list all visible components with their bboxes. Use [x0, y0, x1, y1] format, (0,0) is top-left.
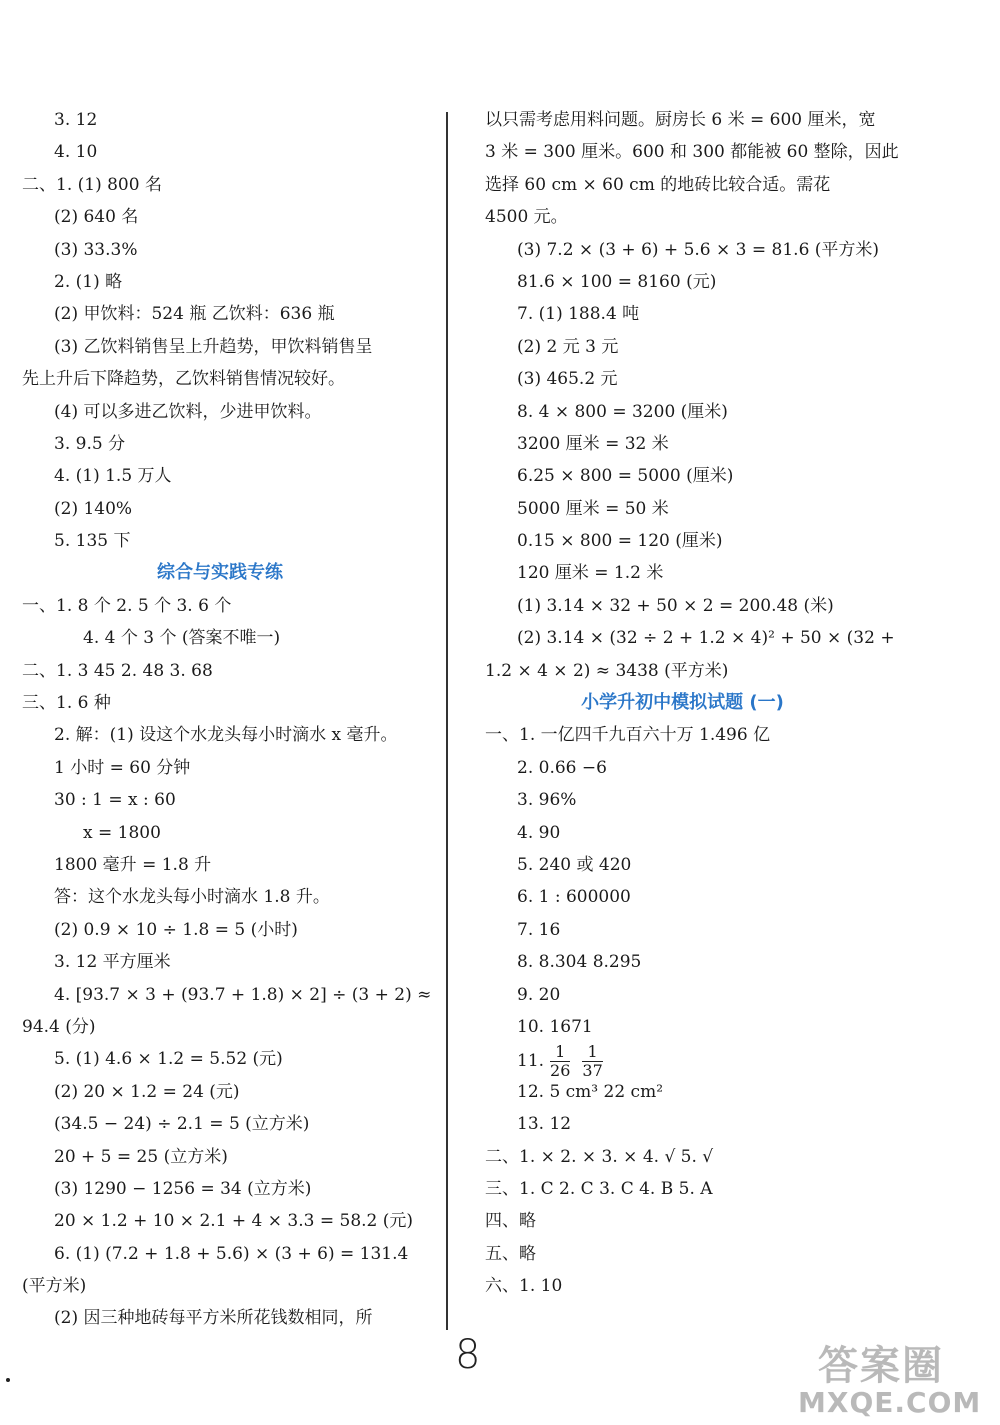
answer-text: 小学升初中模拟试题 (一) — [581, 692, 784, 714]
answer-text: 10. 1671 — [517, 1016, 593, 1037]
answer-line — [485, 428, 880, 460]
fraction — [582, 1043, 602, 1080]
answer-line — [22, 1141, 418, 1173]
answer-line — [22, 104, 418, 136]
answer-line — [22, 590, 418, 622]
answer-line — [485, 1173, 880, 1205]
answer-text: 94.4 (分) — [22, 1016, 96, 1037]
answer-line — [22, 331, 418, 363]
answer-line — [22, 946, 418, 978]
answer-text: (2) 640 名 — [54, 207, 139, 228]
answer-text: (1) 3.14 × 32 + 50 × 2 = 200.48 (米) — [517, 595, 834, 616]
answer-text: (2) 0.9 × 10 ÷ 1.8 = 5 (小时) — [54, 919, 298, 940]
watermark-logo — [798, 1330, 998, 1425]
answer-text: 六、1. 10 — [485, 1276, 563, 1297]
answer-line — [485, 784, 880, 816]
answer-line — [485, 719, 880, 751]
answer-line — [485, 946, 880, 978]
answer-text: 4500 元。 — [485, 207, 568, 228]
fraction — [550, 1043, 570, 1080]
answer-text: 3. 12 平方厘米 — [54, 952, 171, 973]
watermark-top-text: 答案圈 — [818, 1343, 944, 1389]
answer-line — [22, 396, 418, 428]
fraction-numerator: 1 — [582, 1043, 602, 1062]
answer-text: 6. (1) (7.2 + 1.8 + 5.6) × (3 + 6) = 131.4 — [54, 1243, 409, 1264]
answer-text: 先上升后下降趋势，乙饮料销售情况较好。 — [22, 369, 345, 390]
answer-line — [22, 136, 418, 168]
section-heading — [485, 687, 880, 719]
answer-line — [485, 201, 880, 233]
answer-text: 3. 9.5 分 — [54, 433, 126, 454]
answer-text: 三、1. 6 种 — [22, 693, 111, 714]
answer-line — [485, 979, 880, 1011]
answer-text: 答：这个水龙头每小时滴水 1.8 升。 — [54, 887, 330, 908]
answer-line — [22, 363, 418, 395]
answer-line — [22, 752, 418, 784]
answer-line — [485, 1238, 880, 1270]
answer-text: (4) 可以多进乙饮料，少进甲饮料。 — [54, 401, 322, 422]
answer-text: 6.25 × 800 = 5000 (厘米) — [517, 466, 734, 487]
answer-text: (2) 甲饮料：524 瓶 乙饮料：636 瓶 — [54, 304, 335, 325]
answer-text: x = 1800 — [83, 822, 161, 843]
answer-line — [22, 979, 432, 1011]
fraction-numerator: 1 — [550, 1043, 570, 1062]
answer-line — [22, 1205, 418, 1237]
answer-text: 四、略 — [485, 1211, 536, 1232]
answer-line — [485, 817, 880, 849]
answer-line — [485, 1042, 880, 1081]
answer-text: 1800 毫升 = 1.8 升 — [54, 854, 212, 875]
answer-text: 一、1. 一亿四千九百六十万 1.496 亿 — [485, 725, 771, 746]
answer-line — [485, 590, 880, 622]
answer-text: 2. 0.66 −6 — [517, 757, 607, 778]
answer-text: 3 米 = 300 厘米。600 和 300 都能被 60 整除，因此 — [485, 142, 899, 163]
answer-line — [485, 136, 899, 168]
answer-text: 4. [93.7 × 3 + (93.7 + 1.8) × 2] ÷ (3 + 2) ≈ — [54, 984, 432, 1005]
answer-line — [485, 1076, 880, 1108]
answer-text: 13. 12 — [517, 1114, 572, 1135]
answer-text: 7. (1) 188.4 吨 — [517, 304, 640, 325]
answer-line — [485, 460, 880, 492]
answer-line — [22, 687, 418, 719]
answer-line — [485, 525, 880, 557]
answer-line — [485, 1270, 880, 1302]
answer-line — [485, 881, 880, 913]
answer-line — [485, 849, 880, 881]
answer-text: (2) 20 × 1.2 = 24 (元) — [54, 1081, 240, 1102]
answer-text: 4. 10 — [54, 142, 98, 163]
answer-line — [22, 201, 418, 233]
answer-text: (3) 465.2 元 — [517, 369, 618, 390]
column-divider — [446, 112, 448, 1330]
answer-line — [22, 493, 418, 525]
answer-line — [485, 622, 895, 654]
answer-text: 一、1. 8 个 2. 5 个 3. 6 个 — [22, 595, 232, 616]
answer-line — [22, 460, 418, 492]
answer-line — [485, 363, 880, 395]
answer-line — [22, 719, 418, 751]
answer-text: 12. 5 cm³ 22 cm² — [517, 1081, 664, 1102]
answer-text: 3200 厘米 = 32 米 — [517, 433, 669, 454]
answer-text: (3) 乙饮料销售呈上升趋势，甲饮料销售呈 — [54, 336, 373, 357]
answer-text: 7. 16 — [517, 919, 561, 940]
answer-text: 1 小时 = 60 分钟 — [54, 757, 191, 778]
answer-line — [22, 655, 418, 687]
answer-line — [485, 1108, 880, 1140]
answer-line — [22, 266, 418, 298]
answer-text: 选择 60 cm × 60 cm 的地砖比较合适。需花 — [485, 174, 831, 195]
answer-line — [22, 525, 418, 557]
answer-line — [485, 655, 880, 687]
answer-text: 3. 96% — [517, 790, 577, 811]
answer-line — [22, 817, 418, 849]
answer-text: 二、1. 3 45 2. 48 3. 68 — [22, 660, 213, 681]
answer-line — [485, 104, 880, 136]
answer-line — [22, 849, 418, 881]
answer-line — [485, 1141, 880, 1173]
answer-line — [22, 428, 418, 460]
answer-text: 8. 8.304 8.295 — [517, 952, 642, 973]
answer-text: (2) 140% — [54, 498, 133, 519]
answer-text: (3) 1290 − 1256 = 34 (立方米) — [54, 1178, 312, 1199]
answer-line — [485, 1205, 880, 1237]
answer-text: 三、1. C 2. C 3. C 4. B 5. A — [485, 1178, 713, 1199]
answer-line — [22, 914, 418, 946]
answer-text: 5. (1) 4.6 × 1.2 = 5.52 (元) — [54, 1049, 283, 1070]
answer-text: 二、1. × 2. × 3. × 4. √ 5. √ — [485, 1146, 714, 1167]
answer-text: (2) 因三种地砖每平方米所花钱数相同，所 — [54, 1308, 373, 1329]
answer-line — [22, 1043, 418, 1075]
answer-text: 8. 4 × 800 = 3200 (厘米) — [517, 401, 728, 422]
answer-text: 120 厘米 = 1.2 米 — [517, 563, 664, 584]
answer-line — [485, 266, 880, 298]
answer-text: (2) 3.14 × (32 ÷ 2 + 1.2 × 4)² + 50 × (32 + — [517, 628, 895, 649]
answer-line — [22, 622, 418, 654]
answer-text: 综合与实践专练 — [157, 562, 283, 584]
answer-text: 以只需考虑用料问题。厨房长 6 米 = 600 厘米，宽 — [485, 110, 876, 130]
answer-text: (平方米) — [22, 1276, 87, 1297]
scan-dot — [6, 1378, 10, 1382]
answer-text: 6. 1 : 600000 — [517, 887, 631, 908]
answer-text: (2) 2 元 3 元 — [517, 336, 619, 357]
answer-text: 1.2 × 4 × 2) ≈ 3438 (平方米) — [485, 660, 729, 681]
answer-line — [22, 1302, 418, 1334]
answer-line — [22, 784, 418, 816]
answer-text: 二、1. (1) 800 名 — [22, 174, 162, 195]
answer-text: 2. (1) 略 — [54, 271, 123, 292]
answer-text: 20 + 5 = 25 (立方米) — [54, 1146, 228, 1167]
answer-text: 9. 20 — [517, 984, 561, 1005]
answer-text: 3. 12 — [54, 110, 98, 130]
answer-text: 2. 解：(1) 设这个水龙头每小时滴水 x 毫升。 — [54, 725, 398, 746]
answer-line — [22, 298, 418, 330]
section-heading — [22, 557, 418, 589]
answer-text: 11. — [517, 1051, 545, 1072]
answer-text: 5000 厘米 = 50 米 — [517, 498, 669, 519]
answer-text: 5. 240 或 420 — [517, 854, 632, 875]
answer-line — [485, 914, 880, 946]
answer-text: 81.6 × 100 = 8160 (元) — [517, 271, 717, 292]
answer-line — [22, 169, 418, 201]
answer-line — [485, 331, 880, 363]
answer-text: 4. 4 个 3 个 (答案不唯一) — [83, 628, 281, 649]
answer-line — [22, 1270, 418, 1302]
answer-line — [22, 234, 418, 266]
answer-text: 30 : 1 = x : 60 — [54, 790, 176, 811]
right-column — [485, 104, 899, 1302]
answer-line — [22, 1108, 418, 1140]
answer-text: (34.5 − 24) ÷ 2.1 = 5 (立方米) — [54, 1114, 310, 1135]
fraction-denominator: 26 — [550, 1061, 571, 1081]
answer-line — [22, 1173, 418, 1205]
fraction-denominator: 37 — [582, 1061, 603, 1081]
left-column — [22, 104, 432, 1335]
answer-line — [485, 557, 880, 589]
answer-text: 五、略 — [485, 1243, 536, 1264]
answer-text: 5. 135 下 — [54, 531, 131, 552]
answer-text: 0.15 × 800 = 120 (厘米) — [517, 531, 723, 552]
answer-line — [485, 752, 880, 784]
answer-line — [485, 493, 880, 525]
answer-line — [22, 1076, 418, 1108]
answer-line — [22, 881, 418, 913]
answer-line — [22, 1238, 418, 1270]
answer-line — [485, 234, 880, 266]
answer-text: (3) 33.3% — [54, 239, 138, 260]
watermark-bottom-text: MXQE.COM — [798, 1386, 982, 1419]
answer-line — [485, 396, 880, 428]
answer-line — [485, 1011, 880, 1043]
answer-line — [485, 298, 880, 330]
answer-text: (3) 7.2 × (3 + 6) + 5.6 × 3 = 81.6 (平方米) — [517, 239, 880, 260]
answer-line — [22, 1011, 418, 1043]
answer-text: 20 × 1.2 + 10 × 2.1 + 4 × 3.3 = 58.2 (元) — [54, 1211, 414, 1232]
answer-text: 4. (1) 1.5 万人 — [54, 466, 172, 487]
page-number: 8 — [455, 1332, 481, 1378]
answer-text: 4. 90 — [517, 822, 561, 843]
answer-line — [485, 169, 880, 201]
